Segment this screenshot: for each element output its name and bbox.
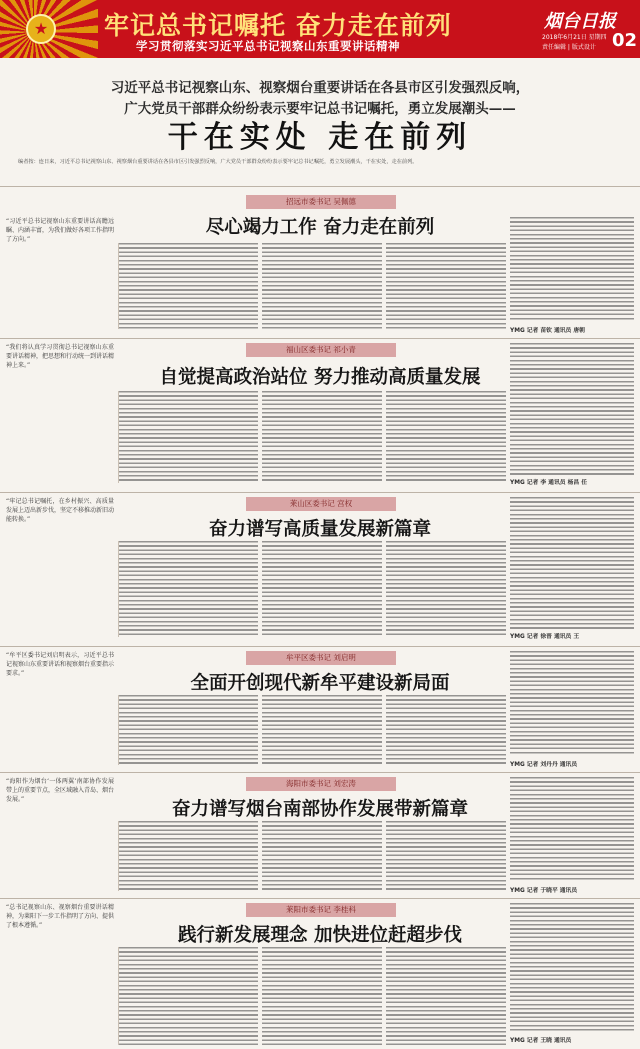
editor-line: 责任编辑 | 版式设计: [542, 44, 596, 51]
body-column: [386, 947, 506, 1045]
body-column: [262, 695, 382, 765]
lead-quote: “海阳作为烟台‘一体两翼’南部协作发展带上的重要节点，全区域融入青岛、烟台发展。”: [6, 778, 114, 803]
body-column: [118, 541, 258, 637]
body-column: [262, 821, 382, 891]
section-title: 奋力谱写烟台南部协作发展带新篇章: [171, 799, 468, 820]
body-column: [386, 821, 506, 891]
body-column: [510, 777, 634, 881]
body-column: [262, 243, 382, 329]
article-section-3: [0, 492, 640, 642]
page-number: 02: [612, 30, 638, 51]
body-column: [118, 947, 258, 1045]
article-section-1: [0, 186, 640, 336]
banner-title: 牢记总书记嘱托 奋力走在前列: [104, 11, 452, 40]
section-label: 莱阳市委书记 李桂科: [246, 903, 396, 917]
body-column: [510, 343, 634, 475]
section-title: 奋力谱写高质量发展新篇章: [208, 519, 431, 540]
body-column: [386, 391, 506, 483]
masthead-banner: [0, 0, 640, 58]
lead-quote: “牢记总书记嘱托，在乡村振兴、高质量发展上迈出新步伐，坚定不移推动新旧动能转换。”: [6, 498, 114, 523]
article-section-6: [0, 898, 640, 1049]
byline: YMG 记者 徐晋 通讯员 王: [510, 634, 580, 640]
body-column: [262, 541, 382, 637]
body-column: [510, 903, 634, 1031]
lead-quote: “总书记视察山东、视察烟台重要讲话精神，为莱阳下一步工作指明了方向、提供了根本遵循。”: [6, 904, 114, 929]
kicker-line-1: 习近平总书记视察山东、视察烟台重要讲话在各县市区引发强烈反响，: [110, 80, 530, 96]
lead-quote: “我们将认真学习贯彻总书记视察山东重要讲话精神，把思想和行动统一到讲话精神上来。”: [6, 344, 114, 369]
party-emblem-icon: ★: [26, 14, 56, 44]
section-title: 全面开创现代新牟平建设新局面: [190, 673, 450, 694]
byline: YMG 记者 于晓平 通讯员: [510, 888, 578, 894]
byline: YMG 记者 王晓 通讯员: [510, 1038, 572, 1044]
banner-subtitle: 学习贯彻落实习近平总书记视察山东重要讲话精神: [136, 39, 400, 53]
body-column: [510, 217, 634, 321]
body-column: [262, 391, 382, 483]
body-column: [510, 651, 634, 755]
byline: YMG 记者 李 通讯员 杨昌 任: [510, 480, 587, 486]
date-line: 2018年6月21日 星期四: [542, 34, 607, 41]
section-title: 自觉提高政治站位 努力推动高质量发展: [159, 367, 481, 388]
section-title: 践行新发展理念 加快进位赶超步伐: [178, 925, 462, 946]
body-column: [386, 541, 506, 637]
body-column: [118, 391, 258, 483]
section-title: 尽心竭力工作 奋力走在前列: [205, 217, 435, 238]
body-column: [118, 243, 258, 329]
section-label: 海阳市委书记 刘宏涛: [246, 777, 396, 791]
body-column: [510, 497, 634, 629]
body-column: [386, 243, 506, 329]
section-label: 莱山区委书记 宫权: [246, 497, 396, 511]
kicker-line-2: 广大党员干部群众纷纷表示要牢记总书记嘱托，勇立发展潮头——: [124, 101, 516, 117]
byline: YMG 记者 刘丹丹 通讯员: [510, 762, 578, 768]
article-section-4: [0, 646, 640, 770]
body-column: [118, 821, 258, 891]
main-headline: 干在实处 走在前列: [167, 120, 473, 155]
byline: YMG 记者 苗钦 通讯员 唐朝: [510, 328, 585, 334]
body-column: [386, 695, 506, 765]
body-column: [262, 947, 382, 1045]
section-label: 招远市委书记 吴佩德: [246, 195, 396, 209]
lead-quote: “牟平区委书记刘启明表示，习近平总书记视察山东重要讲话和视察烟台重要指示要求。”: [6, 652, 114, 677]
section-label: 福山区委书记 祁小青: [246, 343, 396, 357]
lead-quote: “习近平总书记视察山东重要讲话高瞻远瞩、内涵丰富，为我们做好各项工作指明了方向。”: [6, 218, 114, 243]
section-label: 牟平区委书记 刘启明: [246, 651, 396, 665]
body-column: [118, 695, 258, 765]
article-section-2: [0, 338, 640, 488]
paper-name: 烟台日报: [544, 11, 616, 32]
editor-note: 编者按：连日来，习近平总书记视察山东、视察烟台重要讲话在各县市区引发强烈反响，广大党员干部群众纷纷表示要牢记总书记嘱托，勇立发展潮头，干在实处，走在前列。: [18, 159, 418, 165]
article-section-5: [0, 772, 640, 896]
